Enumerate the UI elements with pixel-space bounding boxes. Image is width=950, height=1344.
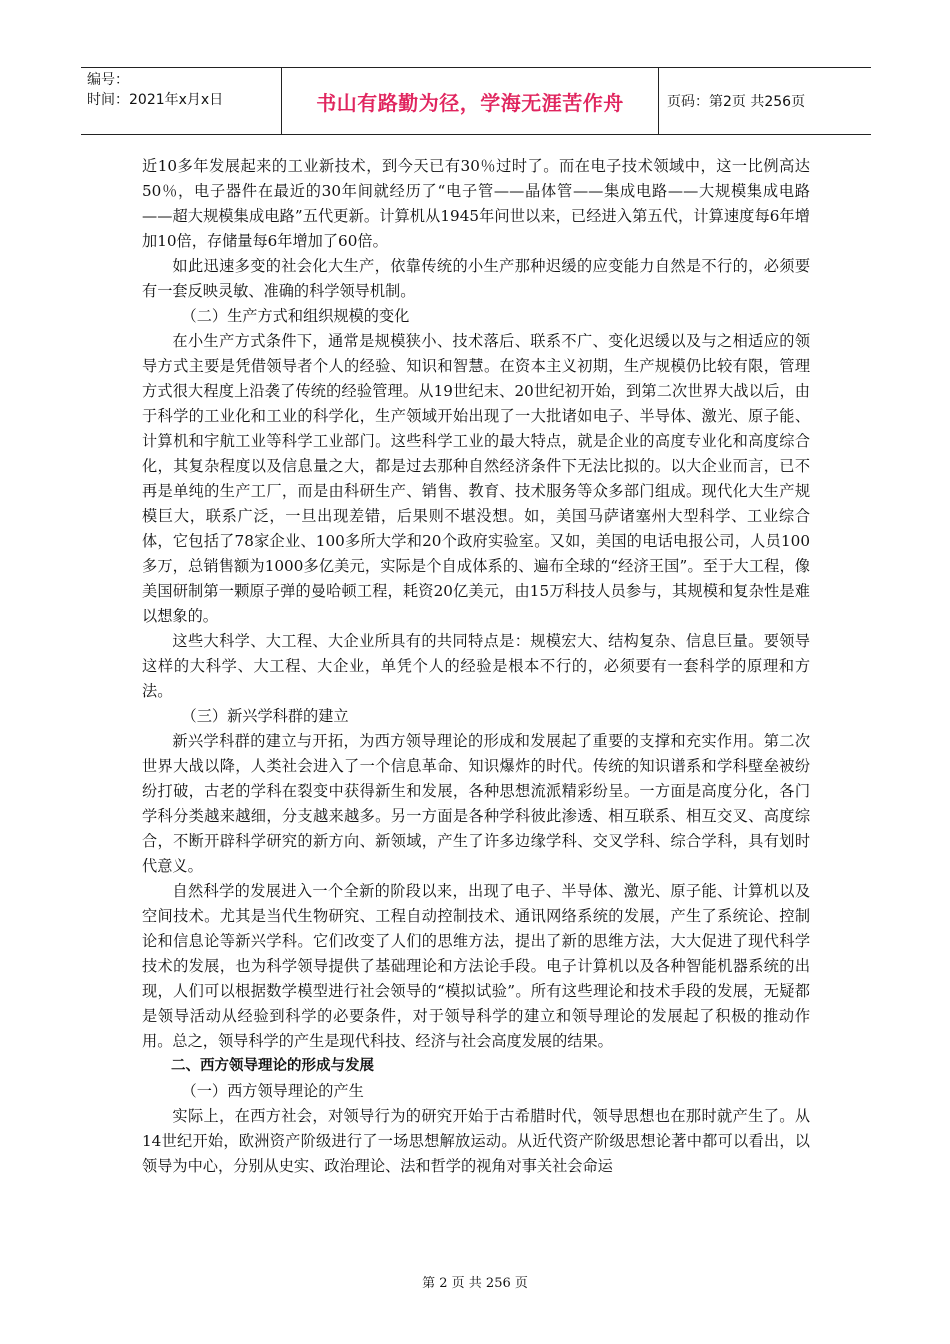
date-label: 时间：2021年x月x日 xyxy=(87,92,224,108)
paragraph: 如此迅速多变的社会化大生产，依靠传统的小生产那种迟缓的应变能力自然是不行的，必须要有一套反映灵敏、准确的科学领导机制。 xyxy=(142,257,810,300)
page-header xyxy=(81,67,871,135)
paragraph: 在小生产方式条件下，通常是规模狭小、技术落后、联系不广、变化迟缓以及与之相适应的领导方式主要是凭借领导者个人的经验、知识和智慧。在资本主义初期，生产规模仍比较有限，管理方式很大程度上沿袭了传统的经验管理。从19世纪末、20世纪初开始，到第二次世界大战以后，由于科学的工业化和工业的科学化，生产领域开始出现了一大批诸如电子、半导体、激光、原子能、计算机和宇航工业等科学工业部门。这些科学工业的最大特点，就是企业的高度专业化和高度综合化，其复杂程度以及信息量之大，都是过去那种自然经济条件下无法比拟的。以大企业而言，已不再是单纯的生产工厂，而是由科研生产、销售、教育、技术服务等众多部门组成。现代化大生产规模巨大，联系广泛，一旦出现差错，后果则不堪没想。如，美国马萨诸塞州大型科学、工业综合体，它包括了78家企业、100多所大学和20个政府实验室。又如，美国的电话电报公司，人员100多万，总销售额为1000多亿美元，实际是个自成体系的、遍布全球的“经济王国”。至于大工程，像美国研制第一颗原子弹的曼哈顿工程，耗资20亿美元，由15万科技人员参与，其规模和复杂性是难以想象的。 xyxy=(142,332,810,625)
section-heading: （二）生产方式和组织规模的变化 xyxy=(181,307,410,325)
header-motto: 书山有路勤为径，学海无涯苦作舟 xyxy=(282,68,659,134)
code-label: 编号： xyxy=(87,72,129,88)
header-page-label: 页码：第2页 共256页 xyxy=(667,94,806,110)
paragraph: 自然科学的发展进入一个全新的阶段以来，出现了电子、半导体、激光、原子能、计算机以及空间技术。尤其是当代生物研究、工程自动控制技术、通讯网络系统的发展，产生了系统论、控制论和信息论等新兴学科。它们改变了人们的思维方法，提出了新的思维方法，大大促进了现代科学技术的发展，也为科学领导提供了基础理论和方法论手段。电子计算机以及各种智能机器系统的出现，人们可以根据数学模型进行社会领导的“模拟试验”。所有这些理论和技术手段的发展，无疑都是领导活动从经验到科学的必要条件，对于领导科学的建立和领导理论的发展起了积极的推动作用。总之，领导科学的产生是现代科技、经济与社会高度发展的结果。 xyxy=(142,882,810,1050)
section-heading: （三）新兴学科群的建立 xyxy=(181,707,349,725)
paragraph: 这些大科学、大工程、大企业所具有的共同特点是：规模宏大、结构复杂、信息巨量。要领导这样的大科学、大工程、大企业，单凭个人的经验是根本不行的，必须要有一套科学的原理和方法。 xyxy=(142,632,810,700)
header-meta xyxy=(81,68,282,134)
paragraph: 近10多年发展起来的工业新技术，到今天已有30％过时了。而在电子技术领域中，这一比例高达50％，电子器件在最近的30年间就经历了“电子管——晶体管——集成电路——大规模集成电路——超大规模集成电路”五代更新。计算机从1945年问世以来，已经进入第五代，计算速度每6年增加10倍，存储量每6年增加了60倍。 xyxy=(142,157,810,250)
chapter-heading: 二、西方领导理论的形成与发展 xyxy=(171,1058,374,1074)
document-body xyxy=(142,154,810,1179)
page-footer: 第 2 页 共 256 页 xyxy=(422,1276,528,1291)
paragraph: 实际上，在西方社会，对领导行为的研究开始于古希腊时代，领导思想也在那时就产生了。从14世纪开始，欧洲资产阶级进行了一场思想解放运动。从近代资产阶级思想论著中都可以看出，以领导为中心，分别从史实、政治理论、法和哲学的视角对事关社会命运 xyxy=(142,1107,810,1175)
section-heading: （一）西方领导理论的产生 xyxy=(181,1082,364,1100)
paragraph: 新兴学科群的建立与开拓，为西方领导理论的形成和发展起了重要的支撑和充实作用。第二次世界大战以降，人类社会进入了一个信息革命、知识爆炸的时代。传统的知识谱系和学科壁垒被纷纷打破，古老的学科在裂变中获得新生和发展，各种思想流派精彩纷呈。一方面是高度分化，各门学科分类越来越细，分支越来越多。另一方面是各种学科彼此渗透、相互联系、相互交叉、高度综合，不断开辟科学研究的新方向、新领域，产生了许多边缘学科、交叉学科、综合学科，具有划时代意义。 xyxy=(142,732,810,875)
